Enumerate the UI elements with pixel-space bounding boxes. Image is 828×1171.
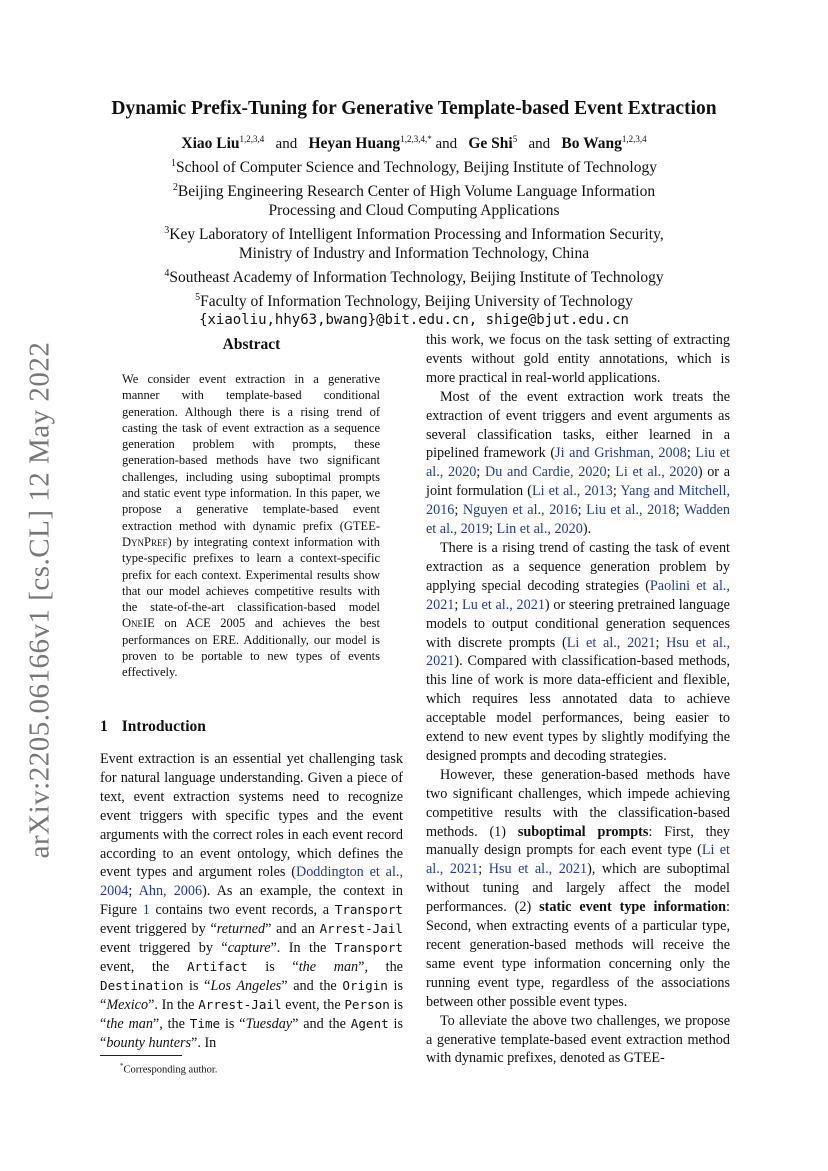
bold-term: suboptimal prompts [517,823,649,840]
event-type: Arrest-Jail [198,996,282,1012]
affiliation-line [0,178,828,202]
citation-link[interactable]: Yang and Mitchell, 2016 [426,483,730,519]
citation-link[interactable]: Li et al., 2021 [426,842,730,878]
event-type: Transport [334,940,404,956]
intro-body [100,750,403,1053]
text: ”. In the [148,996,199,1013]
text: ; [686,445,696,462]
citation-link[interactable]: Hsu et al., 2021 [426,634,730,670]
text: event triggered by “ [100,940,228,957]
trigger-word: capture [227,940,271,957]
argument-value: Tuesday [245,1015,293,1032]
affiliation-text: Ministry of Industry and Information Technology, China [238,245,590,263]
method-name: DynPref [122,534,168,549]
text: ) or steering pretrained language models to output conditional generation sequences with discrete prompts ( [426,596,730,651]
citation-link[interactable]: Ahn, 2006 [138,883,203,900]
right-column [426,331,730,1068]
author-sup: 1,2,3,4,* [400,134,432,144]
affiliation-line [0,201,828,221]
affiliation-text: School of Computer Science and Technology, Beijing Institute of Technology [176,159,657,177]
paragraph: To alleviate the above two challenges, we propose a generative template-based event extraction method with dynamic prefixes, denoted as GTEE- [426,1012,730,1067]
section-title: Introduction [121,718,206,735]
author-and: and [275,136,298,152]
affiliation-line [0,264,828,288]
text: : Second, when extracting events of a particular type, recent generation-based methods will receive the same event type information concerning only the running event type, regardless of the associations between other possible event types. [426,899,730,1010]
text: ” and an [265,921,320,938]
citation-link[interactable]: Lu et al., 2021 [462,596,545,613]
text: ” and the [281,977,343,994]
argument-role: Time [189,1015,221,1031]
text: However, these generation-based methods have two significant challenges, which impede achieving competitive results with the classification-based methods. (1) [426,766,730,840]
event-type: Transport [334,902,403,918]
author-name: Ge Shi [468,135,513,152]
footnote-mark: * [120,1062,124,1070]
citation-link[interactable]: Lin et al., 2020 [496,521,583,538]
text: ) or a joint formulation ( [426,464,730,500]
affiliation-sup: 4 [164,267,170,279]
text: is “ [100,996,403,1032]
affiliation-text: Faculty of Information Technology, Beijing University of Technology [200,292,633,310]
paragraph [426,766,730,1012]
affiliation-text: Beijing Engineering Research Center of High Volume Language Information [177,182,656,200]
argument-value: Mexico [106,996,149,1013]
text: There is a rising trend of casting the task of event extraction as a sequence generation problem by applying special decoding strategies ( [426,539,730,594]
author-sup: 1,2,3,4 [621,134,647,144]
affiliation-text: Southeast Academy of Information Technology, Beijing Institute of Technology [169,269,664,287]
text: is “ [220,1015,246,1032]
author-and: and [528,136,551,152]
argument-role: Destination [100,977,184,993]
argument-role: Artifact [186,958,248,974]
paper-title: Dynamic Prefix-Tuning for Generative Template-based Event Extraction [111,98,717,119]
argument-value: the man [106,1015,153,1032]
text: is “ [100,1015,403,1051]
text: ; [489,521,497,538]
citation-link[interactable]: Nguyen et al., 2016 [462,502,578,519]
abstract-heading: Abstract [222,336,281,353]
author-and: and [435,136,458,152]
affiliation-sup: 2 [172,181,178,193]
text: ; [655,634,667,651]
section-heading [100,718,403,736]
text: event, the [281,996,345,1013]
text: ; [577,502,587,519]
author-name: Xiao Liu [181,135,240,152]
abstract-body [122,371,380,681]
argument-role: Origin [342,977,388,993]
affiliation-sup: 1 [171,158,176,169]
citation-link[interactable]: Li et al., 2021 [566,634,656,651]
text: ; [454,502,463,519]
text: Most of the event extraction work treats the extraction of event triggers and event arguments as several classification tasks, either learned in a pipelined framework ( [426,388,730,462]
citation-link[interactable]: Li et al., 2013 [531,483,613,500]
trigger-word: returned [216,921,266,938]
affiliation-line [0,288,828,312]
footnote-rule [100,1055,182,1056]
author-name: Bo Wang [561,135,622,152]
text: ). As an example, the context in Figure [100,883,403,919]
paragraph [426,388,730,539]
text: ; [612,483,621,500]
text: ; [675,502,684,519]
text: ”, the [358,958,403,975]
abstract-text: ) by integrating context information with type-specific prefixes to learn a context-specific prefix for each context. Experimental results show that our model achieves competitive results with the state-of-the-art classification-based model [122,534,380,615]
model-name: OneIE [122,616,155,631]
arxiv-identifier: arXiv:2205.06166v1 [cs.CL] 12 May 2022 [23,341,56,859]
text: ). [582,521,592,538]
citation-link[interactable]: Du and Cardie, 2020 [485,464,607,481]
text: ”. In the [270,940,335,957]
citation-link[interactable]: Ji and Grishman, 2008 [555,445,687,462]
footnote-text: Corresponding author. [123,1064,218,1076]
paragraph [426,539,730,766]
author-sup: 1,2,3,4 [239,134,265,144]
citation-link[interactable]: Li et al., 2020 [615,464,698,481]
text: ; [606,464,616,481]
bold-term: static event type information [539,899,727,916]
citation-link[interactable]: Paolini et al., 2021 [426,577,730,613]
affiliations [0,154,828,331]
paragraph: this work, we focus on the task setting of extracting events without gold entity annotations, which is more practical in real-world applications. [426,332,730,386]
affiliation-line [0,221,828,245]
text: is “ [247,958,299,975]
affiliation-line [0,154,828,178]
abstract-text: We consider event extraction in a generative manner with template-based conditional generation. Although there is a rising trend of casting the task of event extraction as a sequence generation problem with prompts, these generation-based methods have two significant challenges, including using suboptimal prompts and static event type information. In this paper, we propose a generative template-based event extraction method with dynamic prefix (GTEE- [122,372,380,533]
citation-link[interactable]: Wadden et al., 2019 [426,502,730,538]
text: contains two event records, a [149,902,335,919]
argument-value: Los Angeles [210,977,282,994]
event-type: Arrest-Jail [319,921,403,937]
author-list [0,134,828,153]
citation-link[interactable]: Doddington et al., 2004 [100,864,403,900]
citation-link[interactable]: Liu et al., 2020 [426,445,730,481]
text: is “ [100,977,403,1013]
argument-role: Agent [350,1015,389,1031]
citation-link[interactable]: Liu et al., 2018 [586,502,676,519]
affiliation-line [0,244,828,264]
figure-link[interactable]: 1 [142,902,150,919]
affiliation-sup: 3 [164,224,170,236]
text: ; [454,596,463,613]
argument-value: the man [298,958,359,975]
text: ). Compared with classification-based methods, this line of work is more data-efficient and flexible, which requires less annotated data to achieve acceptable model performances, being easier to extend to new event types by slightly modifying the designed prompts and decoding strategies. [426,653,730,764]
section-number: 1 [100,718,108,735]
text: ”, the [152,1015,190,1032]
footnote [120,1062,217,1076]
text: ; [478,861,489,878]
author-emails: {xiaoliu,hhy63,bwang}@bit.edu.cn, shige@bjut.edu.cn [199,312,629,329]
text: ; [476,464,486,481]
text: Event extraction is an essential yet challenging task for natural language understanding. Given a piece of text, event extraction systems need to recognize event triggers with specific types and the event arguments with the correct roles in each event record according to an event ontology, which defines the event types and argument roles ( [100,751,403,881]
argument-value: bounty hunters [106,1034,192,1051]
affiliation-sup: 5 [195,291,201,303]
affiliation-text: Processing and Cloud Computing Applications [268,202,560,220]
text: : First, they manually design prompts for each event type ( [426,823,730,859]
paragraph [100,750,403,1053]
author-sup: 5 [512,134,518,144]
text: ), which are suboptimal without tuning and largely affect the model performances. (2) [426,861,730,916]
text: is “ [183,977,211,994]
text: event triggered by “ [100,921,217,938]
text: ” and the [292,1015,351,1032]
text: event, the [100,958,187,975]
abstract-text: on ACE 2005 and achieves the best performances on ERE. Additionally, our model is proven to be portable to new types of events effectively. [122,616,380,680]
text: ”. In [191,1034,217,1051]
argument-role: Person [344,996,390,1012]
citation-link[interactable]: Hsu et al., 2021 [488,861,588,878]
affiliation-text: Key Laboratory of Intelligent Information Processing and Information Security, [169,225,664,243]
text: ; [128,883,139,900]
author-name: Heyan Huang [308,135,401,152]
